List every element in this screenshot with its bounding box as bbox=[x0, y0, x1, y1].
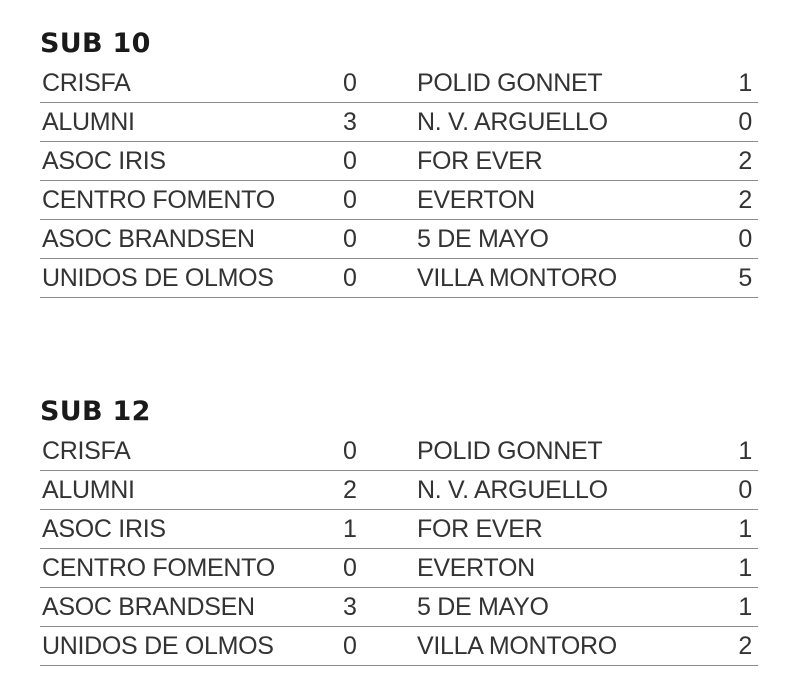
away-score: 1 bbox=[738, 69, 752, 97]
away-team: VILLA MONTORO bbox=[417, 264, 617, 292]
results-section-sub12 bbox=[40, 392, 758, 666]
results-section-sub10 bbox=[40, 24, 758, 298]
home-score: 3 bbox=[343, 108, 357, 136]
away-team: EVERTON bbox=[417, 186, 535, 214]
home-score: 0 bbox=[343, 186, 357, 214]
match-row bbox=[40, 103, 758, 142]
home-team: ASOC IRIS bbox=[42, 515, 166, 543]
away-team: N. V. ARGUELLO bbox=[417, 108, 608, 136]
home-team: ASOC BRANDSEN bbox=[42, 593, 255, 621]
away-team: FOR EVER bbox=[417, 515, 543, 543]
away-team: 5 DE MAYO bbox=[417, 225, 549, 253]
match-row bbox=[40, 64, 758, 103]
away-score: 1 bbox=[738, 554, 752, 582]
home-team: CENTRO FOMENTO bbox=[42, 554, 275, 582]
away-team: N. V. ARGUELLO bbox=[417, 476, 608, 504]
match-row bbox=[40, 627, 758, 666]
away-score: 2 bbox=[738, 186, 752, 214]
home-score: 3 bbox=[343, 593, 357, 621]
away-score: 5 bbox=[738, 264, 752, 292]
match-row bbox=[40, 549, 758, 588]
home-score: 2 bbox=[343, 476, 357, 504]
away-score: 2 bbox=[738, 147, 752, 175]
home-score: 0 bbox=[343, 225, 357, 253]
away-team: POLID GONNET bbox=[417, 437, 603, 465]
away-score: 1 bbox=[738, 437, 752, 465]
home-team: ASOC BRANDSEN bbox=[42, 225, 255, 253]
match-row bbox=[40, 181, 758, 220]
match-row bbox=[40, 432, 758, 471]
away-score: 0 bbox=[738, 108, 752, 136]
home-score: 0 bbox=[343, 554, 357, 582]
match-row bbox=[40, 510, 758, 549]
home-team: UNIDOS DE OLMOS bbox=[42, 632, 274, 660]
home-score: 0 bbox=[343, 632, 357, 660]
match-row bbox=[40, 220, 758, 259]
away-team: 5 DE MAYO bbox=[417, 593, 549, 621]
home-team: ASOC IRIS bbox=[42, 147, 166, 175]
home-team: CENTRO FOMENTO bbox=[42, 186, 275, 214]
home-team: CRISFA bbox=[42, 69, 131, 97]
away-team: FOR EVER bbox=[417, 147, 543, 175]
home-team: UNIDOS DE OLMOS bbox=[42, 264, 274, 292]
away-score: 0 bbox=[738, 225, 752, 253]
away-team: POLID GONNET bbox=[417, 69, 603, 97]
home-score: 0 bbox=[343, 147, 357, 175]
home-score: 1 bbox=[343, 515, 357, 543]
section-heading: SUB 12 bbox=[40, 396, 151, 427]
home-team: ALUMNI bbox=[42, 476, 135, 504]
match-row bbox=[40, 142, 758, 181]
section-heading: SUB 10 bbox=[40, 28, 151, 59]
away-score: 1 bbox=[738, 593, 752, 621]
away-team: EVERTON bbox=[417, 554, 535, 582]
away-score: 2 bbox=[738, 632, 752, 660]
home-score: 0 bbox=[343, 437, 357, 465]
home-team: CRISFA bbox=[42, 437, 131, 465]
match-row bbox=[40, 259, 758, 298]
away-score: 1 bbox=[738, 515, 752, 543]
home-team: ALUMNI bbox=[42, 108, 135, 136]
away-team: VILLA MONTORO bbox=[417, 632, 617, 660]
match-row bbox=[40, 471, 758, 510]
away-score: 0 bbox=[738, 476, 752, 504]
home-score: 0 bbox=[343, 264, 357, 292]
match-row bbox=[40, 588, 758, 627]
home-score: 0 bbox=[343, 69, 357, 97]
